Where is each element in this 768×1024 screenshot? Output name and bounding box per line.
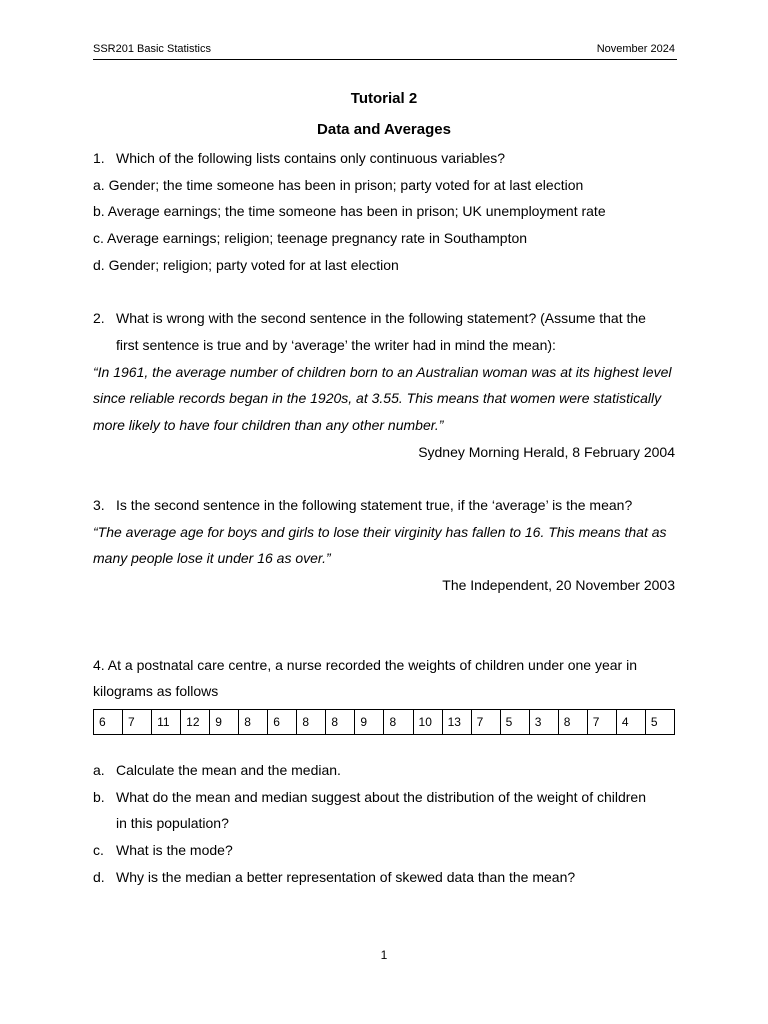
weight-cell: 6: [94, 710, 123, 735]
question-3: [93, 492, 675, 519]
page-title: Tutorial 2: [350, 90, 418, 107]
weight-cell: 8: [558, 710, 587, 735]
question-1: [93, 145, 675, 172]
question-number: 3.: [93, 496, 105, 513]
q1-option-d: d. Gender; religion; party voted for at last election: [93, 256, 399, 273]
weight-cell: 6: [268, 710, 297, 735]
weight-cell: 3: [529, 710, 558, 735]
spacer: [93, 739, 675, 757]
table-row: [94, 710, 675, 735]
q4-part-b: [93, 784, 675, 811]
weight-cell: 9: [355, 710, 384, 735]
part-text: Why is the median a better representation of skewed data than the mean?: [116, 868, 576, 885]
weight-cell: 8: [239, 710, 268, 735]
part-letter: d.: [93, 868, 105, 885]
q4-part-a: [93, 757, 675, 784]
question-4-continued: kilograms as follows: [93, 683, 219, 700]
question-text: What is wrong with the second sentence in the following statement? (Assume that the: [116, 310, 646, 327]
weight-cell: 8: [384, 710, 413, 735]
header-rule: [93, 59, 677, 60]
question-number: 1.: [93, 150, 105, 166]
part-text: What do the mean and median suggest about the distribution of the weight of children: [116, 788, 647, 805]
spacer: [93, 599, 675, 652]
quote-line: “In 1961, the average number of children born to an Australian woman was at its highest level: [93, 363, 672, 380]
weight-cell: 12: [181, 710, 210, 735]
course-header: SSR201 Basic Statistics: [93, 43, 211, 55]
part-letter: b.: [93, 788, 105, 805]
weight-cell: 8: [297, 710, 326, 735]
weight-cell: 4: [616, 710, 645, 735]
quote-line: since reliable records began in the 1920s, at 3.55. This means that women were statistically: [93, 390, 662, 407]
quote-line: more likely to have four children than any other number.”: [93, 416, 444, 433]
weight-cell: 7: [123, 710, 152, 735]
spacer: [93, 465, 675, 492]
part-text-continued: in this population?: [116, 815, 229, 832]
weight-cell: 13: [442, 710, 471, 735]
spacer: [93, 278, 675, 305]
date-header: November 2024: [596, 43, 675, 55]
weights-table: [93, 709, 675, 735]
question-4: 4. At a postnatal care centre, a nurse recorded the weights of children under one year in: [93, 656, 637, 673]
question-text: Is the second sentence in the following statement true, if the ‘average’ is the mean?: [116, 496, 633, 513]
quote-source: Sydney Morning Herald, 8 February 2004: [418, 443, 675, 460]
part-letter: a.: [93, 762, 105, 779]
question-text-continued: first sentence is true and by ‘average’ the writer had in mind the mean):: [116, 336, 556, 353]
document-body: [93, 83, 675, 891]
question-2: [93, 305, 675, 332]
quote-line: “The average age for boys and girls to lose their virginity has fallen to 16. This means that as: [93, 523, 667, 540]
part-text: What is the mode?: [116, 842, 233, 859]
weight-cell: 7: [471, 710, 500, 735]
weight-cell: 10: [413, 710, 442, 735]
part-text: Calculate the mean and the median.: [116, 762, 341, 779]
part-letter: c.: [93, 842, 104, 859]
q4-part-d: [93, 864, 675, 891]
weight-cell: 11: [152, 710, 181, 735]
q1-option-b: b. Average earnings; the time someone has been in prison; UK unemployment rate: [93, 203, 606, 220]
quote-line: many people lose it under 16 as over.”: [93, 550, 331, 567]
weight-cell: 5: [500, 710, 529, 735]
question-number: 2.: [93, 310, 105, 327]
quote-source: The Independent, 20 November 2003: [442, 577, 675, 593]
question-text: Which of the following lists contains only continuous variables?: [116, 150, 506, 166]
page-subtitle: Data and Averages: [317, 121, 451, 138]
q4-part-c: [93, 837, 675, 864]
q1-option-a: a. Gender; the time someone has been in prison; party voted for at last election: [93, 176, 584, 193]
weight-cell: 9: [210, 710, 239, 735]
weight-cell: 5: [645, 710, 674, 735]
q1-option-c: c. Average earnings; religion; teenage pregnancy rate in Southampton: [93, 230, 528, 247]
weight-cell: 8: [326, 710, 355, 735]
page-number: 1: [380, 948, 388, 962]
weight-cell: 7: [587, 710, 616, 735]
